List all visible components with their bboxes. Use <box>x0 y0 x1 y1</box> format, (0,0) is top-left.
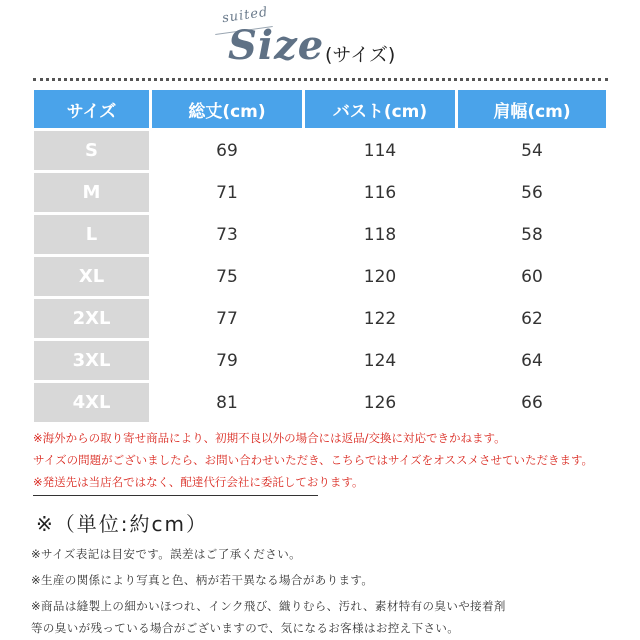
bust-value: 114 <box>363 140 397 161</box>
column-header-shoulder: 肩幅(cm) <box>458 90 606 128</box>
disclaimer-odor: 等の臭いが残っている場合がございますので、気になるお客様はお控え下さい。 <box>31 621 460 635</box>
disclaimer-color: ※生産の関係により写真と色、柄が若干異なる場合があります。 <box>31 573 374 587</box>
size-chart-table <box>31 87 609 425</box>
size-label: 2XL <box>34 299 149 338</box>
size-label: S <box>34 131 149 170</box>
shoulder-value: 58 <box>521 224 543 245</box>
disclaimer-quality: ※商品は縫製上の細かいほつれ、インク飛び、織りむら、汚れ、素材特有の臭いや接着剤 <box>31 599 506 613</box>
shipping-note: ※発送先は当店名ではなく、配達代行会社に委託しております。 <box>33 475 364 489</box>
table-row <box>34 131 606 170</box>
shoulder-value: 60 <box>521 266 543 287</box>
shoulder-value: 54 <box>521 140 543 161</box>
size-label: L <box>34 215 149 254</box>
bust-value: 122 <box>363 308 397 329</box>
column-header-length: 総丈(cm) <box>152 90 302 128</box>
size-label: 4XL <box>34 383 149 422</box>
bust-value: 118 <box>363 224 397 245</box>
table-row <box>34 341 606 380</box>
length-value: 79 <box>216 350 238 371</box>
shoulder-value: 64 <box>521 350 543 371</box>
bust-value: 126 <box>363 392 397 413</box>
bust-value: 124 <box>363 350 397 371</box>
length-value: 75 <box>216 266 238 287</box>
table-header-row <box>34 90 606 128</box>
section-divider <box>33 495 318 496</box>
size-title: Size <box>228 22 325 69</box>
shoulder-value: 56 <box>521 182 543 203</box>
bust-value: 120 <box>363 266 397 287</box>
table-row <box>34 257 606 296</box>
size-subtitle: (サイズ) <box>325 44 396 66</box>
length-value: 69 <box>216 140 238 161</box>
dotted-divider <box>33 78 608 81</box>
return-policy-note: ※海外からの取り寄せ商品により、初期不良以外の場合には返品/交換に対応できかねます。 <box>33 431 506 445</box>
table-row <box>34 299 606 338</box>
size-header <box>0 0 640 80</box>
table-row <box>34 215 606 254</box>
length-value: 77 <box>216 308 238 329</box>
unit-note: ※（単位:約cm） <box>36 512 208 536</box>
length-value: 81 <box>216 392 238 413</box>
shoulder-value: 62 <box>521 308 543 329</box>
size-label: 3XL <box>34 341 149 380</box>
column-header-size: サイズ <box>34 90 149 128</box>
shoulder-value: 66 <box>521 392 543 413</box>
length-value: 73 <box>216 224 238 245</box>
size-inquiry-note: サイズの問題がございましたら、お問い合わせいただき、こちらではサイズをオススメさせていただきます。 <box>33 453 594 467</box>
size-label: M <box>34 173 149 212</box>
bust-value: 116 <box>363 182 397 203</box>
suited-tagline: suited <box>221 4 270 27</box>
disclaimer-size: ※サイズ表記は目安です。誤差はご了承ください。 <box>31 547 301 561</box>
length-value: 71 <box>216 182 238 203</box>
size-label: XL <box>34 257 149 296</box>
table-row <box>34 173 606 212</box>
table-row <box>34 383 606 422</box>
column-header-bust: バスト(cm) <box>305 90 455 128</box>
